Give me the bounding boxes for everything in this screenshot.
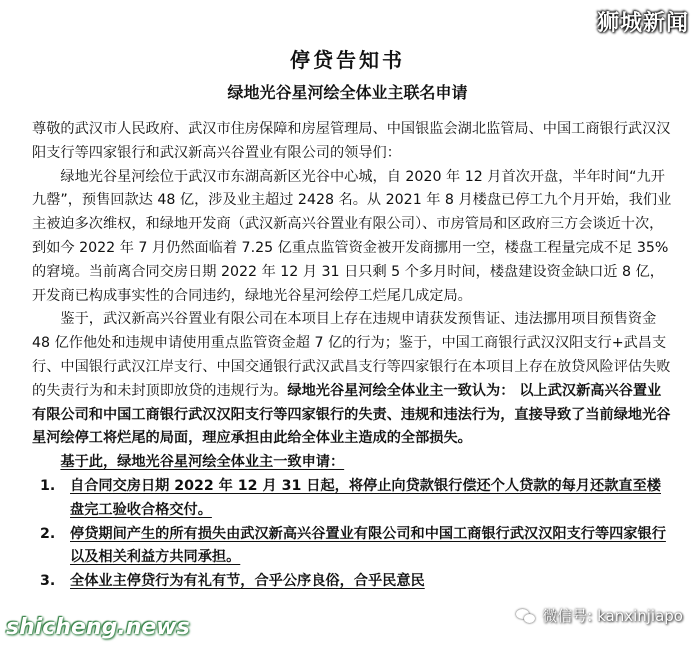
site-watermark: shicheng.news — [6, 615, 190, 640]
wechat-icon — [516, 608, 536, 624]
wechat-id: 微信号: kanxinjiapo — [542, 607, 683, 625]
item-text: 自合同交房日期 2022 年 12 月 31 日起，将停止向贷款银行偿还个人贷款的每月还款直至楼盘完工验收合格交付。 — [70, 477, 661, 518]
item-number: 3. — [40, 573, 56, 590]
item-number: 2. — [40, 525, 56, 542]
request-list — [32, 475, 672, 594]
document-body — [32, 118, 672, 594]
salutation: 尊敬的武汉市人民政府、武汉市住房保障和房屋管理局、中国银监会湖北监管局、中国工商银行武汉汉阳支行等四家银行和武汉新高兴谷置业有限公司的领导们： — [32, 121, 671, 161]
request-lead: 基于此，绿地光谷星河绘全体业主一致申请： — [60, 454, 345, 471]
request-item — [32, 523, 672, 571]
wechat-watermark — [516, 605, 683, 626]
item-number: 1. — [40, 477, 56, 494]
brand-watermark: 狮城新闻 — [596, 11, 689, 36]
document-title: 停贷告知书 — [290, 48, 405, 72]
item-text: 停贷期间产生的所有损失由武汉新高兴谷置业有限公司和中国工商银行武汉汉阳支行等四家银行以及相关利益方共同承担。 — [70, 525, 666, 566]
paragraph-background: 绿地光谷星河绘位于武汉市东湖高新区光谷中心城，自 2020 年 12 月首次开盘，半年时间“九开九罄”，预售回款达 48 亿，涉及业主超过 2428 名。从 2021 年 8 月楼盘已停工九个月开始，我们业主被迫多次维权，和绿地开发商（武汉新高兴谷置业有限公司）、市房管局和区政府三方会谈近十次，到如今 2022 年 7 月仍然面临着 7.25 亿重点监管资金被开发商挪用一空，楼盘工程量完成不足 35%的窘境。当前离合同交房日期 2022 年 12 月 31 日只剩 5 个多月时间，楼盘建设资金缺口近 8 亿，开发商已构成事实性的合同违约，绿地光谷星河绘停工烂尾几成定局。 — [32, 168, 672, 304]
owners-conclusion: 绿地光谷星河绘全体业主一致认为： 以上武汉新高兴谷置业有限公司和中国工商银行武汉汉阳支行等四家银行的失责、违规和违法行为，直接导致了当前绿地光谷星河绘停工将烂尾的局面，理应承担由此给全体业主造成的全部损失。 — [32, 382, 671, 447]
request-item — [32, 570, 672, 594]
paragraph-reasons — [32, 308, 672, 451]
request-item — [32, 475, 672, 523]
reasons-text: 鉴于，武汉新高兴谷置业有限公司在本项目上存在违规申请获发预售证、违法挪用项目预售资金 48 亿作他处和违规申请使用重点监管资金超 7 亿的行为；鉴于，中国工商银行武汉汉阳支行+武昌支行、中国银行武汉江岸支行、中国交通银行武汉武昌支行等四家银行在本项目上存在放贷风险评估失败的失责行为和未封顶即放贷的违规行为。 — [32, 311, 671, 399]
document-subtitle: 绿地光谷星河绘全体业主联名申请 — [227, 83, 468, 102]
item-text: 全体业主停贷行为有礼有节，合乎公序良俗，合乎民意民 — [70, 573, 425, 590]
